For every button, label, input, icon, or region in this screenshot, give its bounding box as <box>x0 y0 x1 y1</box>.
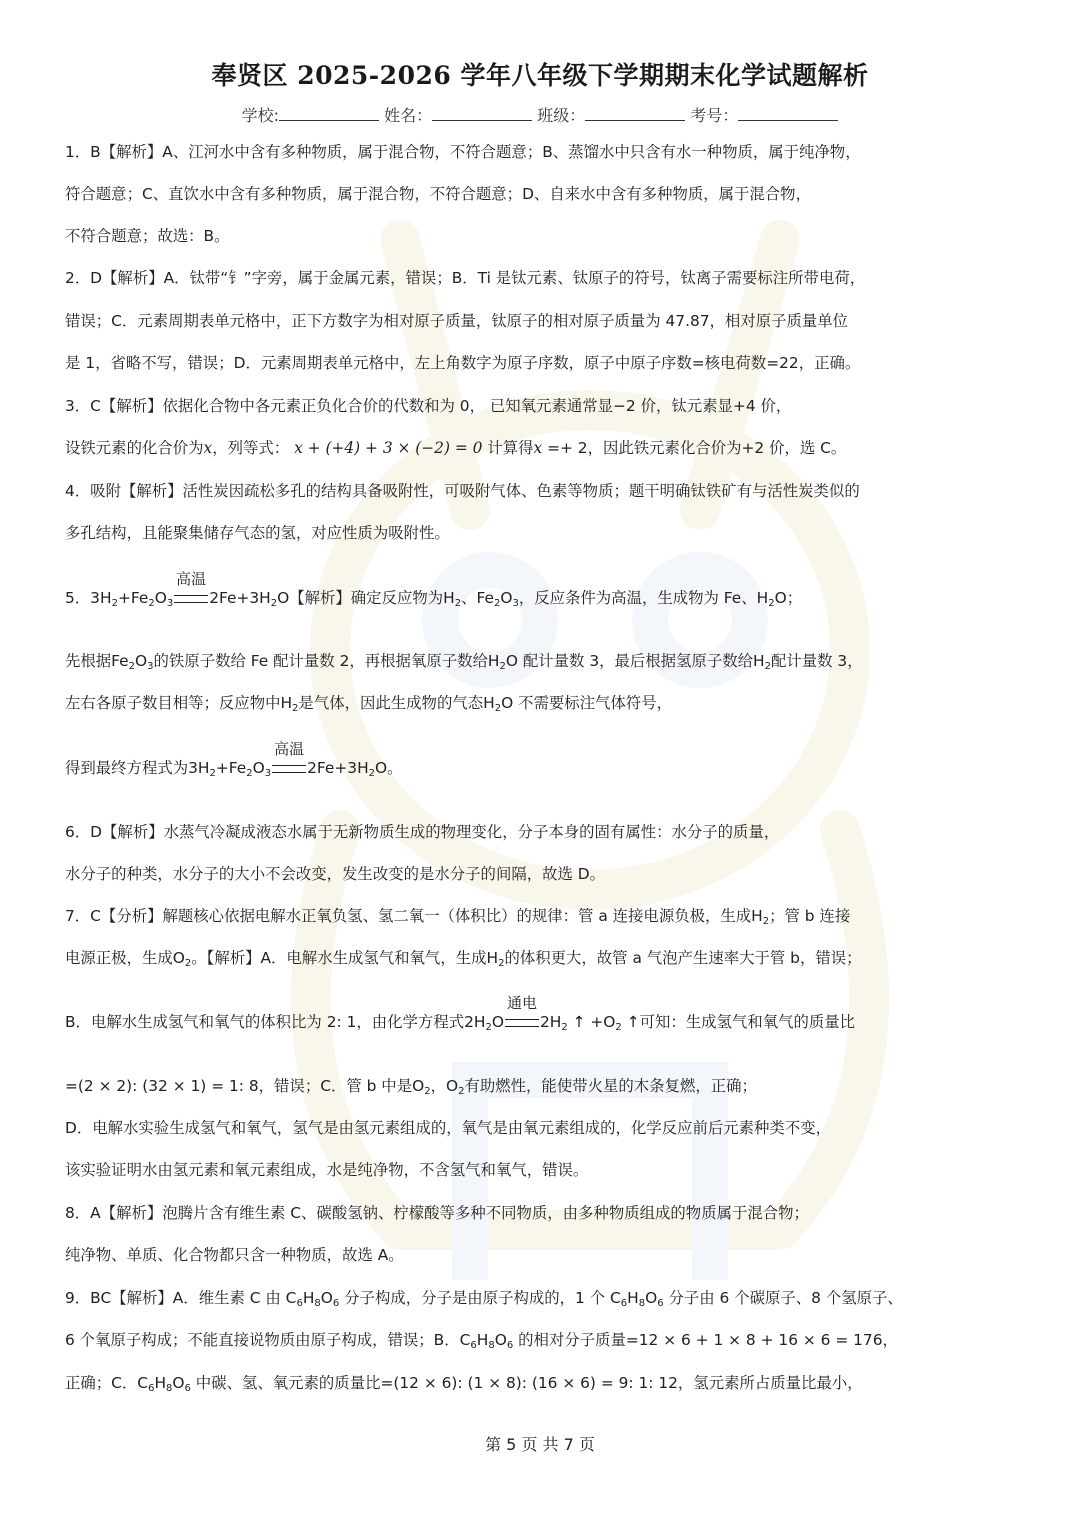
reaction-condition: 通电 <box>504 1012 540 1032</box>
class-label: 班级： <box>537 106 586 125</box>
text-line: B．电解水生成氢气和氧气的体积比为 2: 1，由化学方程式$2H_2O$ 通电 $2H_2$ ↑ $+O_2$ ↑可知：生成氢气和氧气的质量比 <box>65 994 856 1033</box>
text-line: 2．D【解析】A．钛带“钅”字旁，属于金属元素，错误；B．Ti 是钛元素、钛原子的符号，钛离子需要标注所带电荷， <box>65 269 866 287</box>
text-line: 正确；C．$C_6H_8O_6$ 中碳、氢、氧元素的质量比=(12 × 6): (1 × 8): (16 × 6) = 9: 1: 12，氢元素所占质量比最小， <box>65 1374 863 1394</box>
text-line: 得到最终方程式为$3H_2+Fe_2O_3$ 高温 $2Fe+3H_2O$。 <box>65 740 403 779</box>
text-line: 3．C【解析】依据化合物中各元素正负化合价的代数和为 0， 已知氧元素通常显−2 价，钛元素显+4 价， <box>65 397 792 415</box>
text-line: 先根据$Fe_2O_3$的铁原子数给 Fe 配计量数 2，再根据氧原子数给$H_2O$ 配计量数 3，最后根据氢原子数给$H_2$配计量数 3， <box>65 652 863 672</box>
text-line: 错误；C．元素周期表单元格中，正下方数字为相对原子质量，钛原子的相对原子质量为 47.87，相对原子质量单位 <box>65 312 849 330</box>
text-line: 4．吸附【解析】活性炭因疏松多孔的结构具备吸附性，可吸附气体、色素等物质；题干明确钛铁矿有与活性炭类似的 <box>65 482 860 500</box>
text-line: 该实验证明水由氢元素和氧元素组成，水是纯净物，不含氢气和氧气，错误。 <box>65 1161 589 1179</box>
text-line: 8．A【解析】泡腾片含有维生素 C、碳酸氢钠、柠檬酸等多种不同物质，由多种物质组成的物质属于混合物； <box>65 1204 809 1222</box>
text-line: 6．D【解析】水蒸气冷凝成液态水属于无新物质生成的物理变化，分子本身的固有属性：水分子的质量， <box>65 823 780 841</box>
page-title: 奉贤区 2025-2026 学年八年级下学期期末化学试题解析 <box>211 61 869 90</box>
class-blank <box>585 106 685 121</box>
school-blank <box>279 106 379 121</box>
text-line: 电源正极，生成$O_2$。【解析】A．电解水生成氢气和氧气，生成$H_2$的体积更大，故管 a 气泡产生速率大于管 b，错误； <box>65 949 862 969</box>
reaction-condition: 高温 <box>271 758 307 778</box>
text-line: 5．$3H_2+Fe_2O_3$ 高温 $2Fe+3H_2O$【解析】确定反应物为$H_2$、$Fe_2O_3$，反应条件为高温，生成物为 Fe、$H_2O$； <box>65 570 803 609</box>
text-line: 左右各原子数目相等；反应物中$H_2$是气体，因此生成物的气态$H_2O$ 不需要标注气体符号， <box>65 694 672 714</box>
text-line: 6 个氧原子构成；不能直接说物质由原子构成，错误；B．$C_6H_8O_6$ 的相对分子质量=12 × 6 + 1 × 8 + 16 × 6 = 176， <box>65 1331 898 1351</box>
text-line: 7．C【分析】解题核心依据电解水正氧负氢、氢二氧一（体积比）的规律：管 a 连接电源负极，生成$H_2$；管 b 连接 <box>65 907 851 927</box>
school-label: 学校: <box>241 106 280 125</box>
text-line: 不符合题意；故选：B。 <box>65 227 230 245</box>
text-line: 多孔结构，且能聚集储存气态的氢，对应性质为吸附性。 <box>65 524 450 542</box>
text-line: D．电解水实验生成氢气和氧气，氢气是由氢元素组成的，氧气是由氧元素组成的，化学反应前后元素种类不变， <box>65 1119 831 1137</box>
reaction-condition: 高温 <box>173 588 209 608</box>
student-info-line <box>0 103 1080 126</box>
number-label: 考号： <box>690 106 739 125</box>
text-line: 是 1，省略不写，错误；D．元素周期表单元格中，左上角数字为原子序数，原子中原子序数=核电荷数=22，正确。 <box>65 354 861 372</box>
text-line: =(2 × 2): (32 × 1) = 1: 8，错误；C．管 b 中是$O_2$，$O_2$有助燃性，能使带火星的木条复燃，正确； <box>65 1077 757 1097</box>
page-number: 第 5 页 共 7 页 <box>485 1435 595 1454</box>
text-line: 9．BC【解析】A．维生素 C 由 $C_6H_8O_6$ 分子构成，分子是由原子构成的，1 个 $C_6H_8O_6$ 分子由 6 个碳原子、8 个氢原子、 <box>65 1289 903 1309</box>
text-line: 符合题意；C、直饮水中含有多种物质，属于混合物，不符合题意；D、自来水中含有多种物质，属于混合物， <box>65 185 811 203</box>
text-line: 1．B【解析】A、江河水中含有多种物质，属于混合物，不符合题意；B、蒸馏水中只含有水一种物质，属于纯净物， <box>65 143 861 161</box>
text-line: 纯净物、单质、化合物都只含一种物质，故选 A。 <box>65 1246 404 1264</box>
number-blank <box>738 106 838 121</box>
text-line: 水分子的种类，水分子的大小不会改变，发生改变的是水分子的间隔，故选 D。 <box>65 865 606 883</box>
name-blank <box>432 106 532 121</box>
name-label: 姓名： <box>384 106 433 125</box>
text-line: 设铁元素的化合价为x，列等式： x + (+4) + 3 × (−2) = 0 计算得x =+ 2，因此铁元素化合价为+2 价，选 C。 <box>65 439 847 457</box>
